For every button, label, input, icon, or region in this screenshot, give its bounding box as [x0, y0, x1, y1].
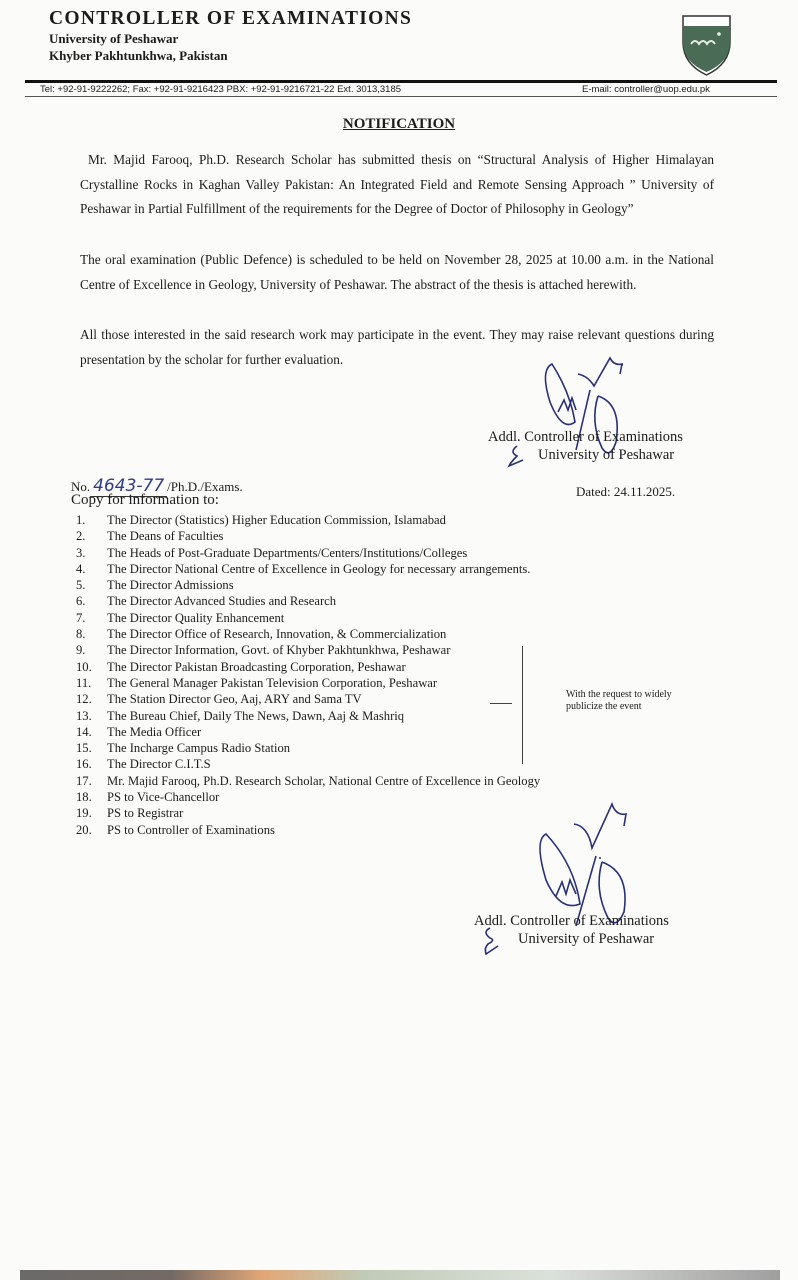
- reference-suffix: /Ph.D./Exams.: [167, 479, 243, 494]
- contact-phone: Tel: +92-91-9222262; Fax: +92-91-9216423 PBX: +92-91-9216721-22 Ext. 3013,3185: [40, 84, 402, 95]
- notification-paragraph-1: Mr. Majid Farooq, Ph.D. Research Scholar has submitted thesis on “Structural Analysis of Higher Himalayan Crystalline Rocks in Kaghan Valley Pakistan: An Integrated Field and Remote Sensing Approach ” University of Peshawar in Partial Fulfillment of the requirements for the Degree of Doctor of Philosophy in Geology”: [80, 152, 714, 216]
- notification-paragraph-3: All those interested in the said research work may participate in the event. They may raise relevant questions during presentation by the scholar for further evaluation.: [80, 327, 714, 367]
- list-item: 10. The Director Pakistan Broadcasting Corporation, Peshawar: [76, 659, 406, 674]
- signatory-2-title: Addl. Controller of Examinations: [474, 913, 669, 929]
- grouping-brace-pointer: [490, 703, 512, 704]
- list-item: 7. The Director Quality Enhancement: [76, 610, 285, 625]
- notification-heading: NOTIFICATION: [342, 116, 456, 132]
- list-item: 5. The Director Admissions: [76, 578, 234, 593]
- grouping-brace: [512, 646, 523, 764]
- list-item: 2. The Deans of Faculties: [76, 529, 224, 544]
- list-item: 6. The Director Advanced Studies and Research: [76, 594, 337, 609]
- contact-rule: [25, 96, 777, 97]
- list-item: 18. PS to Vice-Chancellor: [76, 790, 220, 805]
- reference-prefix: No.: [71, 479, 91, 494]
- reference-handwritten-number: 4643-77: [90, 476, 167, 497]
- publicize-note: With the request to widely publicize the event: [566, 689, 672, 712]
- list-item: 15. The Incharge Campus Radio Station: [76, 741, 291, 756]
- copy-to-label: Copy for information to:: [71, 492, 219, 508]
- notification-paragraph-2: The oral examination (Public Defence) is scheduled to be held on November 28, 2025 at 10.00 a.m. in the National Centre of Excellence in Geology, University of Peshawar. The abstract of the thesis is attached herewith.: [80, 252, 714, 292]
- signatory-2-institution: University of Peshawar: [518, 931, 655, 947]
- letterhead-university: University of Peshawar: [49, 31, 179, 46]
- list-item: 16. The Director C.I.T.S: [76, 757, 211, 772]
- list-item: 19. PS to Registrar: [76, 806, 184, 821]
- list-item: 4. The Director National Centre of Excellence in Geology for necessary arrangements.: [76, 561, 531, 576]
- list-item: 17. Mr. Majid Farooq, Ph.D. Research Scholar, National Centre of Excellence in Geology: [76, 773, 541, 788]
- university-crest-icon: [679, 12, 734, 78]
- list-item: 20. PS to Controller of Examinations: [76, 822, 275, 837]
- contact-email: E-mail: controller@uop.edu.pk: [582, 84, 710, 95]
- date-line: Dated: 24.11.2025.: [576, 484, 676, 499]
- copy-to-list: [71, 512, 540, 838]
- initial-mark-2-icon: [480, 926, 502, 956]
- list-item: 11. The General Manager Pakistan Television Corporation, Peshawar: [76, 675, 438, 690]
- list-item: 13. The Bureau Chief, Daily The News, Dawn, Aaj & Mashriq: [76, 708, 405, 723]
- list-item: 12. The Station Director Geo, Aaj, ARY and Sama TV: [76, 692, 362, 707]
- signature-2-icon: [530, 800, 660, 930]
- letterhead-rule: [25, 80, 777, 83]
- letterhead-province: Khyber Pakhtunkhwa, Pakistan: [49, 48, 228, 63]
- list-item: 3. The Heads of Post-Graduate Departments/Centers/Institutions/Colleges: [76, 545, 468, 560]
- list-item: 9. The Director Information, Govt. of Khyber Pakhtunkhwa, Peshawar: [76, 643, 451, 658]
- initial-mark-1-icon: [505, 444, 527, 470]
- letterhead-title: CONTROLLER OF EXAMINATIONS: [49, 8, 413, 29]
- list-item: 1. The Director (Statistics) Higher Education Commission, Islamabad: [76, 513, 446, 527]
- list-item: 8. The Director Office of Research, Innovation, & Commercialization: [76, 627, 447, 642]
- signatory-1-title: Addl. Controller of Examinations: [488, 429, 683, 445]
- scan-edge: [20, 1270, 780, 1280]
- signatory-1-institution: University of Peshawar: [538, 447, 675, 463]
- list-item: 14. The Media Officer: [76, 724, 202, 739]
